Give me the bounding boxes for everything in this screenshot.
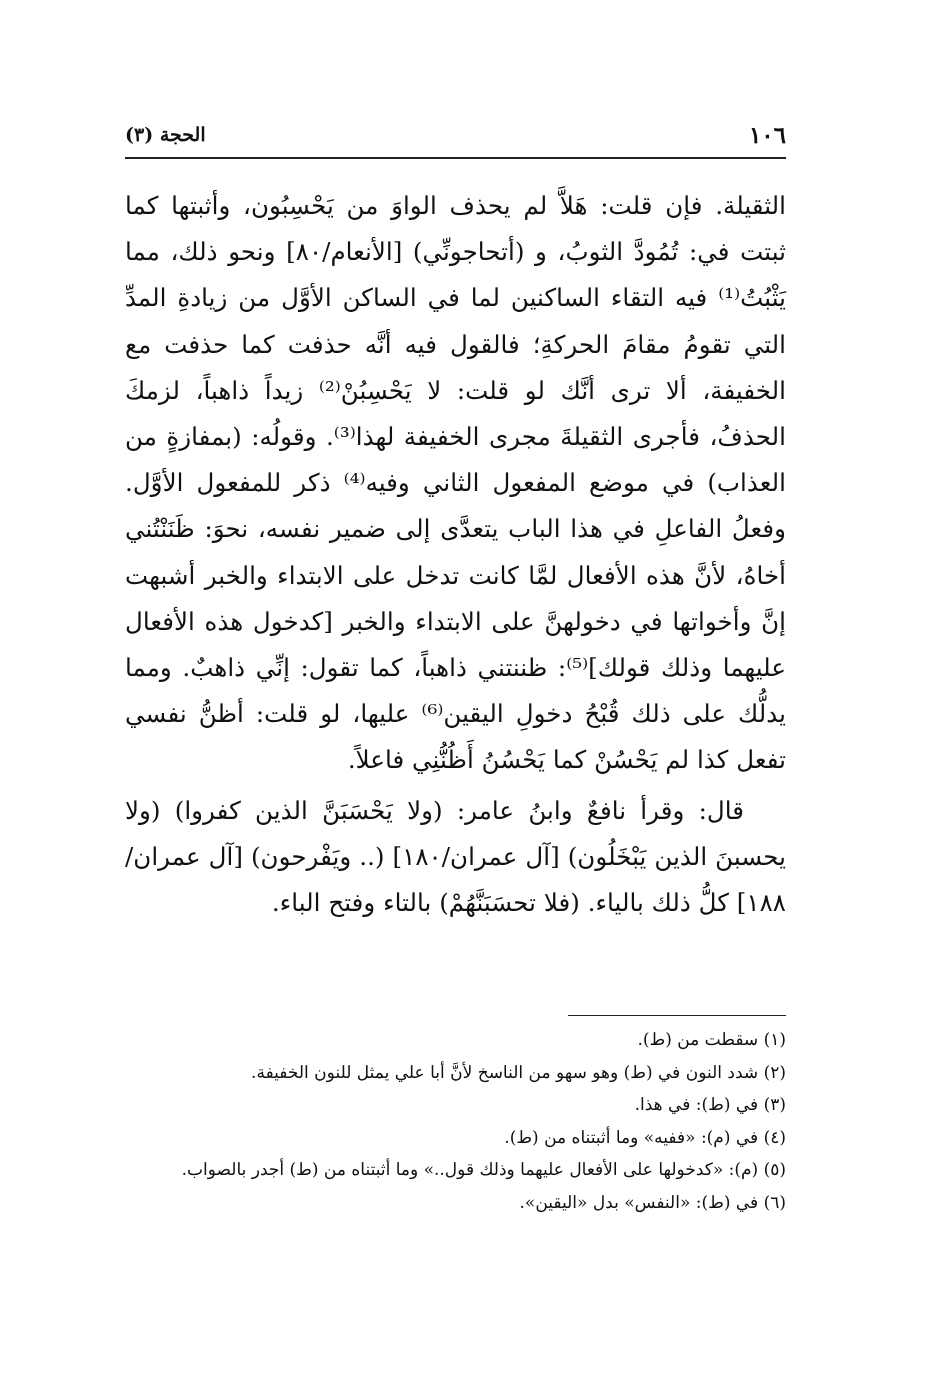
footnote-item [125,1124,786,1154]
footnote-text: شدد النون في (ط) وهو سهو من الناسخ لأنَّ أبا علي يمثل للنون الخفيفة. [251,1062,759,1083]
paragraph: قال: وقرأ نافعٌ وابنُ عامر: (ولا يَحْسَبَنَّ الذين كفروا) (ولا يحسبنَ الذين يَبْخَلُون) [آل عمران/١٨٠] (.. ويَفْرحون) [آل عمران/١٨٨] كلُّ ذلك بالياء. (فلا تحسَبَنَّهُمْ) بالتاء وفتح الباء. [125,795,786,918]
footnote-number: (١) [763,1030,786,1050]
footnote-number: (٣) [763,1095,786,1115]
footnote-text: في (ط): «النفس» بدل «اليقين». [519,1192,759,1213]
footnote-item [125,1091,786,1121]
footnote-number: (٤) [763,1127,786,1148]
footnote-text: في (ط): في هذا. [634,1095,759,1115]
page-number: ١٠٦ [748,122,786,149]
footnote-item [125,1026,786,1056]
footnote-item [125,1156,786,1186]
page-header [125,120,786,156]
footnote-text: (م): «كدخولها على الأفعال عليهما وذلك قول..» وما أثبتناه من (ط) أجدر بالصواب. [181,1160,759,1180]
footnote-item [125,1189,786,1219]
header-rule [125,157,786,159]
footnote-item [125,1059,786,1089]
footnote-number: (٥) [763,1160,786,1180]
footnotes [125,1026,786,1221]
footnote-rule [568,1015,786,1016]
main-text [125,183,786,926]
footnote-text: سقطت من (ط). [637,1030,759,1050]
footnote-text: في (م): «ففيه» وما أثبتناه من (ط). [504,1127,759,1148]
footnote-number: (٦) [763,1192,786,1213]
paragraph: الثقيلة. فإن قلت: هَلاَّ لم يحذف الواوَ من يَحْسِبُون، وأثبتها كما ثبتت في: تُمُودَّ الثوبُ، و (أتحاجونِّي) [الأنعام/٨٠] ونحو ذلك، مما يَثْبُتُ⁽¹⁾ فيه التقاء الساكنين لما في الساكن الأوَّل من زيادةِ المدِّ التي تقومُ مقامَ الحركةِ؛ فالقول فيه أنَّه حذفت كما حذفت مع الخفيفة، ألا ترى أنَّك لو قلت: لا يَحْسِبُنْ⁽²⁾ زيداً ذاهباً، لزمكَ الحذفُ، فأجرى الثقيلةَ مجرى الخفيفة لهذا⁽³⁾. وقولُه: (بمفازةٍ من العذاب) في موضع المفعول الثاني وفيه⁽⁴⁾ ذكر للمفعول الأوَّل. وفعلُ الفاعلِ في هذا الباب يتعدَّى إلى ضمير نفسه، نحوَ: ظَنَنْتُني أخاهُ، لأنَّ هذه الأفعال لمَّا كانت تدخل على الابتداء والخبر أشبهت إنَّ وأخواتها في دخولهنَّ على الابتداء والخبر [كدخول هذه الأفعال عليهما وذلك قولك]⁽⁵⁾: ظننتني ذاهباً، كما تقول: إنِّي ذاهبٌ. ومما يدلُّك على ذلك قُبْحُ دخولِ اليقين⁽⁶⁾ عليها، لو قلت: أظنُّ نفسي تفعل كذا لم يَحْسُنْ كما يَحْسُنُ أَظُنُّنِي فاعلاً. [125,191,786,775]
footnote-number: (٢) [763,1062,786,1083]
running-title: الحجة (٣) [125,124,206,146]
